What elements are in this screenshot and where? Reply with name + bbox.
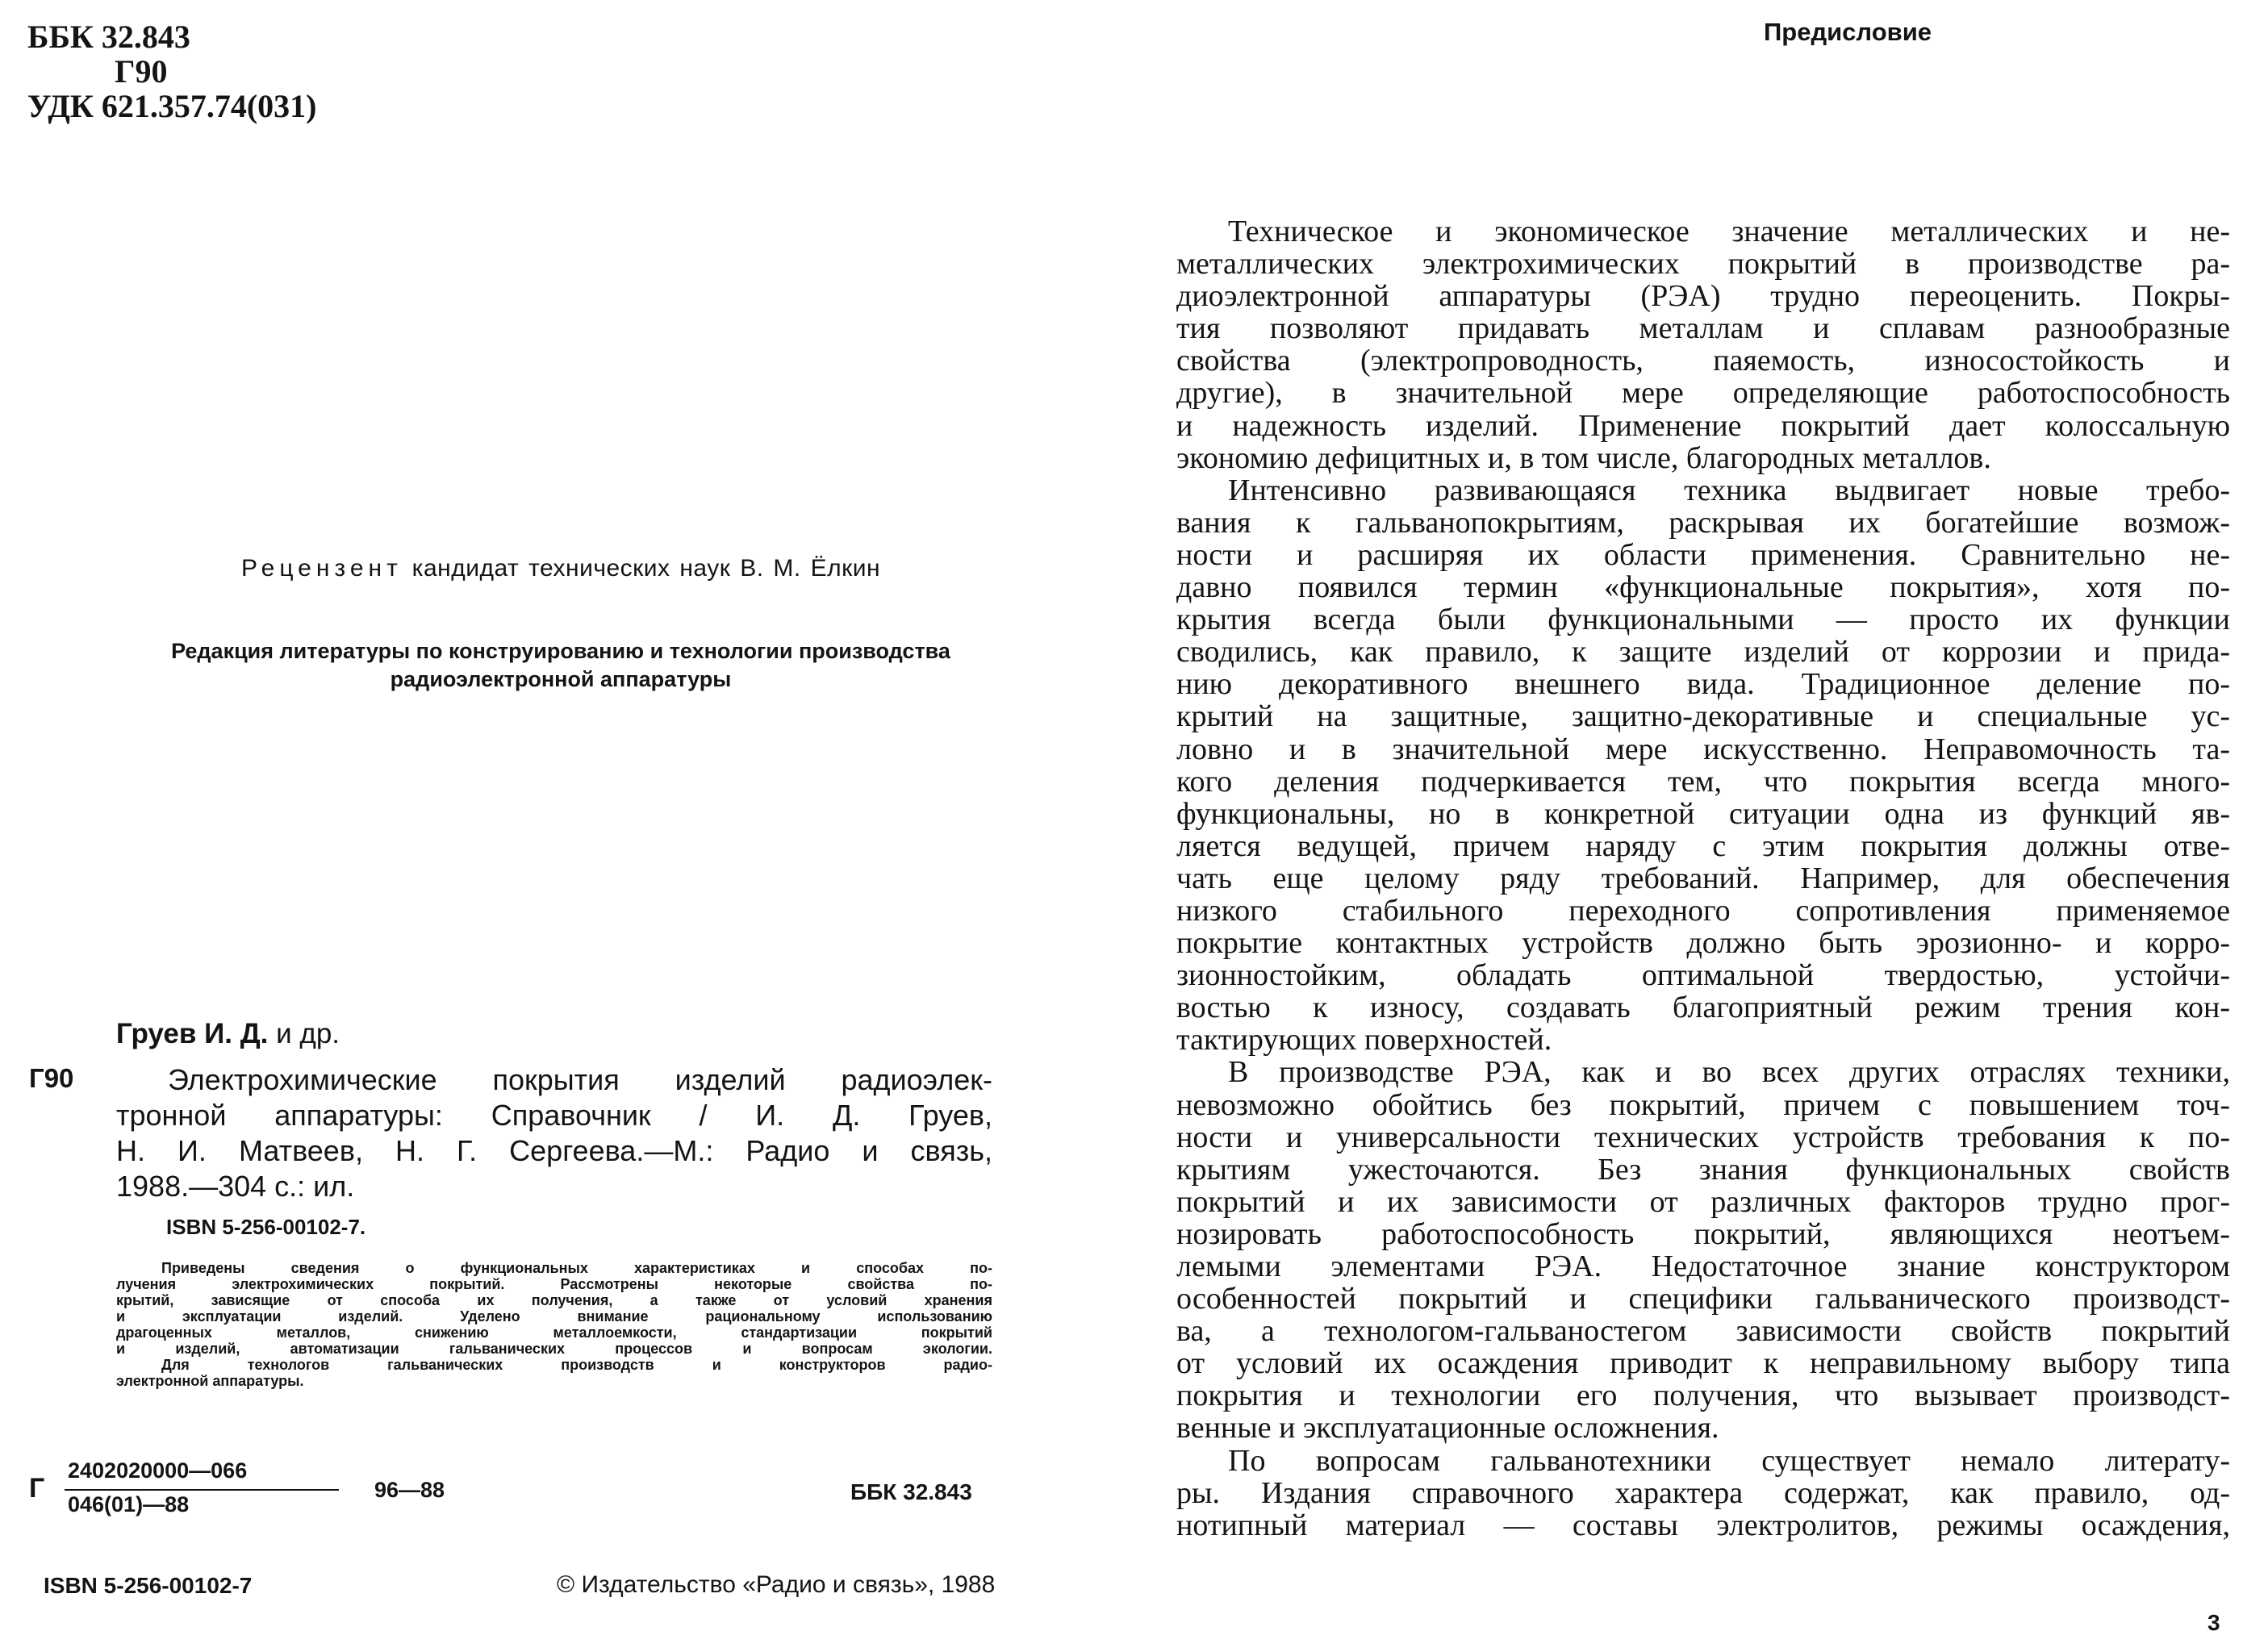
- fraction-numerator: 2402020000—066: [68, 1458, 248, 1483]
- preface-line: невозможно обойтись без покрытий, причем с повышением точ-: [1176, 1087, 2230, 1122]
- reviewer-line: [0, 555, 1122, 582]
- author-suffix: и др.: [276, 1018, 340, 1049]
- page-title: Предисловие: [1763, 18, 1932, 46]
- preface-line: ности и универсальности технических устройств требования к по-: [1176, 1120, 2230, 1154]
- preface-line: ляется ведущей, причем наряду с этим покрытия должны отве-: [1176, 828, 2230, 863]
- preface-line: металлических электрохимических покрытий в производстве ра-: [1176, 247, 2230, 282]
- annotation-line: Приведены сведения о функциональных характеристиках и способах по-: [161, 1260, 992, 1276]
- preface-line: нотипный материал — составы электролитов, режимы осаждения,: [1176, 1508, 2230, 1542]
- preface-line: давно появился термин «функциональные покрытия», хотя по-: [1176, 570, 2230, 605]
- preface-line: нозировать работоспособность покрытий, являющихся неотъем-: [1176, 1216, 2230, 1251]
- preface-line: покрытий и их зависимости от различных факторов трудно прог-: [1176, 1184, 2230, 1219]
- author-name: Груев И. Д.: [116, 1018, 269, 1049]
- entry-code: Г90: [29, 1063, 74, 1093]
- copyright-line: © Издательство «Радио и связь», 1988: [557, 1571, 996, 1598]
- editorial-line-2: радиоэлектронной аппаратуры: [390, 667, 732, 691]
- annotation-line: лучения электрохимических покрытий. Рассмотрены некоторые свойства по-: [116, 1276, 992, 1292]
- bbk-bottom: ББК 32.843: [850, 1479, 972, 1504]
- preface-line: сводились, как правило, к защите изделий от коррозии и прида-: [1176, 635, 2230, 670]
- preface-line: чать еще целому ряду требований. Например, для обеспечения: [1176, 861, 2230, 895]
- bib-line-1: Электрохимические покрытия изделий радиоэлек-: [168, 1063, 992, 1096]
- preface-line: покрытие контактных устройств должно быть эрозионно- и корро-: [1176, 926, 2230, 961]
- bib-line-3: Н. И. Матвеев, Н. Г. Сергеева.—М.: Радио и связь,: [116, 1134, 992, 1167]
- preface-line: и надежность изделий. Применение покрытий дает колоссальную: [1176, 408, 2230, 443]
- fraction-letter: Г: [29, 1473, 45, 1504]
- udk-code: УДК 621.357.74(031): [27, 88, 317, 124]
- annotation-line: электронной аппаратуры.: [116, 1373, 304, 1389]
- preface-line: ры. Издания справочного характера содержат, как правило, од-: [1176, 1475, 2230, 1510]
- page-number: 3: [2207, 1610, 2220, 1635]
- annotation-line: крытий, зависящие от способа их получения, а также от условий хранения: [116, 1292, 992, 1308]
- annotation-line: и эксплуатации изделий. Уделено внимание рациональному использованию: [116, 1308, 992, 1325]
- preface-line: крытиям ужесточаются. Без знания функциональных свойств: [1176, 1152, 2230, 1187]
- preface-line: свойства (электропроводность, паяемость, износостойкость и: [1176, 344, 2230, 378]
- preface-line: вания к гальванопокрытиям, раскрывая их богатейшие возмож-: [1176, 505, 2230, 540]
- preface-line: лемыми элементами РЭА. Недостаточное знание конструктором: [1176, 1249, 2230, 1283]
- editorial-office: [81, 637, 1041, 694]
- preface-line: диоэлектронной аппаратуры (РЭА) трудно переоценить. Покры-: [1176, 279, 2230, 314]
- preface-body: [1176, 215, 2230, 1541]
- preface-line: нию декоративного внешнего вида. Традиционное деление по-: [1176, 667, 2230, 702]
- preface-line: крытия всегда были функциональными — просто их функции: [1176, 603, 2230, 637]
- annotation-line: Для технологов гальванических производств и конструкторов радио-: [161, 1357, 992, 1373]
- author-heading: [116, 1018, 340, 1050]
- editorial-line-1: Редакция литературы по конструированию и технологии производства: [171, 639, 950, 663]
- bib-line-4: 1988.—304 с.: ил.: [116, 1170, 355, 1203]
- classification-block: [27, 19, 316, 123]
- preface-line: крытий на защитные, защитно-декоративные и специальные ус-: [1176, 699, 2230, 734]
- preface-line: низкого стабильного переходного сопротивления применяемое: [1176, 893, 2230, 928]
- bibliographic-description: [116, 1062, 992, 1204]
- reviewer-text: кандидат технических наук В. М. Ёлкин: [411, 555, 881, 582]
- preface-line: По вопросам гальванотехники существует немало литерату-: [1228, 1443, 2230, 1478]
- preface-line: ва, а технологом-гальваностегом зависимости свойств покрытий: [1176, 1314, 2230, 1349]
- fraction-code: 96—88: [374, 1478, 445, 1502]
- preface-line: зионностойким, обладать оптимальной твердостью, устойчи-: [1176, 958, 2230, 993]
- preface-line: ловно и в значительной мере искусственно. Неправомочность та-: [1176, 732, 2230, 766]
- preface-line: кого деления подчеркивается тем, что покрытия всегда много-: [1176, 764, 2230, 799]
- isbn-bottom: ISBN 5-256-00102-7: [44, 1573, 253, 1598]
- preface-line: тактирующих поверхностей.: [1176, 1023, 1552, 1058]
- preface-line: экономию дефицитных и, в том числе, благородных металлов.: [1176, 440, 1991, 475]
- preface-line: функциональны, но в конкретной ситуации одна из функций яв-: [1176, 796, 2230, 831]
- preface-line: особенностей покрытий и специфики гальванического производст-: [1176, 1282, 2230, 1316]
- right-page: [1122, 0, 2243, 1652]
- annotation-line: и изделий, автоматизации гальванических процессов и вопросам экологии.: [116, 1341, 992, 1357]
- preface-line: венные и эксплуатационные осложнения.: [1176, 1411, 1719, 1446]
- preface-line: покрытия и технологии его получения, что вызывает производст-: [1176, 1379, 2230, 1413]
- preface-line: В производстве РЭА, как и во всех других отраслях техники,: [1228, 1055, 2230, 1090]
- bib-line-2: тронной аппаратуры: Справочник / И. Д. Груев,: [116, 1099, 992, 1132]
- preface-line: востью к износу, создавать благоприятный режим трения кон-: [1176, 991, 2230, 1025]
- reviewer-label: Рецензент: [240, 555, 403, 582]
- preface-line: от условий их осаждения приводит к неправильному выбору типа: [1176, 1346, 2230, 1381]
- preface-line: другие), в значительной мере определяющие работоспособность: [1176, 376, 2230, 411]
- fraction-bar: [65, 1489, 339, 1491]
- preface-line: Техническое и экономическое значение металлических и не-: [1228, 215, 2230, 248]
- preface-line: ности и расширяя их области применения. Сравнительно не-: [1176, 537, 2230, 572]
- author-index-code: Г90: [115, 53, 168, 90]
- bbk-code: ББК 32.843: [27, 19, 190, 55]
- fraction-denominator: 046(01)—88: [68, 1492, 190, 1516]
- annotation: [116, 1260, 992, 1389]
- annotation-line: драгоценных металлов, снижению металлоемкости, стандартизации покрытий: [116, 1325, 992, 1341]
- isbn-top: ISBN 5-256-00102-7.: [166, 1215, 366, 1239]
- preface-line: тия позволяют придавать металлам и сплавам разнообразные: [1176, 311, 2230, 346]
- preface-line: Интенсивно развивающаяся техника выдвигает новые требо-: [1228, 473, 2230, 507]
